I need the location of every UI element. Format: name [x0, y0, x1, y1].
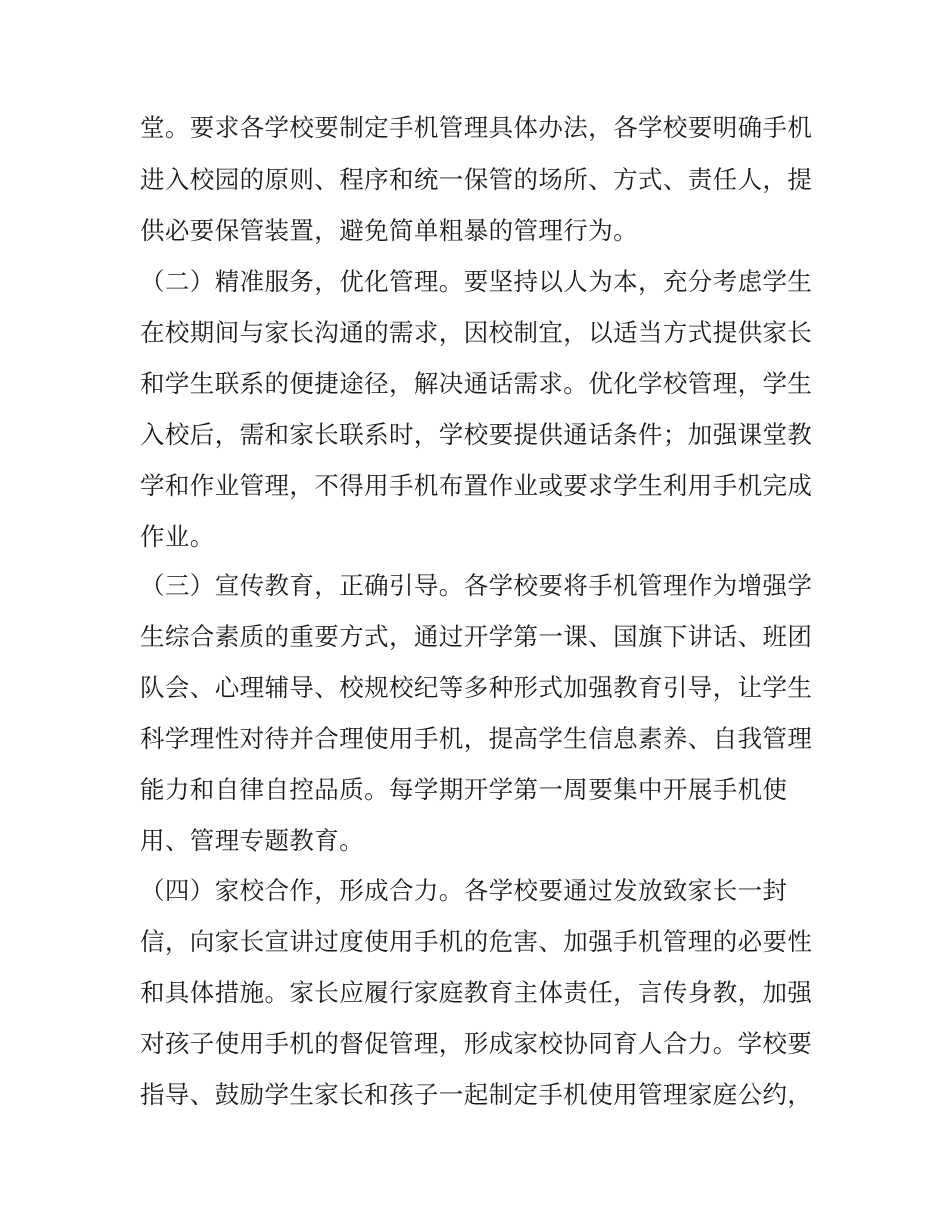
- text-line: 作业。: [140, 522, 215, 551]
- text-line: 队会、心理辅导、校规校纪等多种形式加强教育引导，让学生: [140, 673, 813, 702]
- text-line: 生综合素质的重要方式，通过开学第一课、国旗下讲话、班团: [140, 622, 813, 651]
- section-heading-line: （三）宣传教育，正确引导。各学校要将手机管理作为增强学: [140, 571, 813, 600]
- text-line: 和具体措施。家长应履行家庭教育主体责任，言传身教，加强: [140, 978, 813, 1007]
- text-line: 指导、鼓励学生家长和孩子一起制定手机使用管理家庭公约，: [140, 1080, 813, 1109]
- text-line: 能力和自律自控品质。每学期开学第一周要集中开展手机使: [140, 775, 788, 804]
- text-line: 信，向家长宣讲过度使用手机的危害、加强手机管理的必要性: [140, 927, 813, 956]
- text-line: 在校期间与家长沟通的需求，因校制宜，以适当方式提供家长: [140, 318, 813, 347]
- section-heading-line: （二）精准服务，优化管理。要坚持以人为本，充分考虑学生: [140, 267, 813, 296]
- text-line: 入校后，需和家长联系时，学校要提供通话条件；加强课堂教: [140, 420, 813, 449]
- text-line: 供必要保管装置，避免简单粗暴的管理行为。: [140, 216, 638, 245]
- text-line: 堂。要求各学校要制定手机管理具体办法，各学校要明确手机: [140, 113, 813, 142]
- text-line: 进入校园的原则、程序和统一保管的场所、方式、责任人，提: [140, 165, 813, 194]
- text-line: 学和作业管理，不得用手机布置作业或要求学生利用手机完成: [140, 471, 813, 500]
- text-line: 用、管理专题教育。: [140, 826, 365, 855]
- text-line: 科学理性对待并合理使用手机，提高学生信息素养、自我管理: [140, 724, 813, 753]
- text-line: 和学生联系的便捷途径，解决通话需求。优化学校管理，学生: [140, 369, 813, 398]
- text-line: 对孩子使用手机的督促管理，形成家校协同育人合力。学校要: [140, 1029, 813, 1058]
- section-heading-line: （四）家校合作，形成合力。各学校要通过发放致家长一封: [140, 876, 788, 905]
